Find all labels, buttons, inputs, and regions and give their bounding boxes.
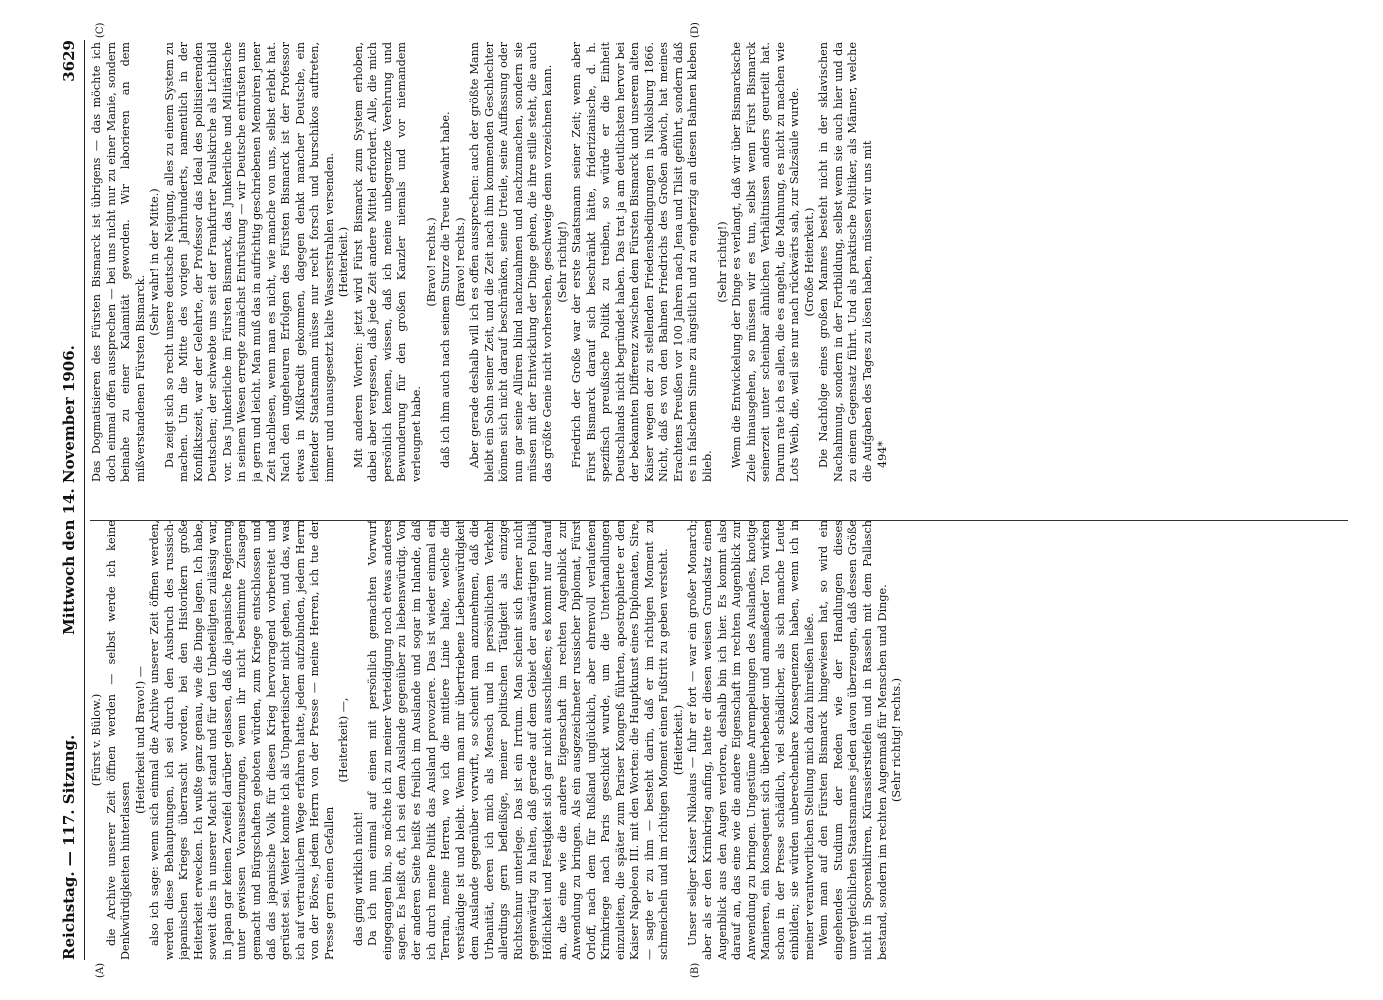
- margin-mark-a: (A): [95, 962, 106, 978]
- paragraph: Da zeigt sich so recht unsere deutsche Neigung, alles zu einem System zu machen. Um die Mitte des vorigen Jahrhunderts, namentlich in der Konfliktszeit, war der Gelehrte, der Professor das Ideal des politisierenden Deutschen; der schwebte uns seit der Frankfurter Paulskirche als Lichtbild vor. Das Junkerliche im Fürsten Bismarck, das Junkerliche und Militärische in seinem Wesen erregte zunächst Entrüstung — wir Deutsche entrüsten uns ja gern und leicht. Man muß das in aufrichtig geschriebenen Memoiren jener Zeit nachlesen, wenn man es nicht, wie manche von uns, selbst erlebt hat. Nach den ungeheuren Erfolgen des Fürsten Bismarck ist der Professor etwas in Mißkredit gekommen, dagegen denkt mancher Deutsche, ein leitender Staatsmann müsse nur recht forsch und burschikos auftreten, immer und unausgesetzt kalte Wasserstrahlen versenden.: [162, 42, 336, 482]
- header-date: Mittwoch den 14. November 1906.: [60, 345, 78, 635]
- paragraph: (Sehr richtig!): [555, 221, 569, 303]
- paragraph: die Archive unserer Zeit öffnen werden — selbst werde ich keine Denkwürdigkeiten hinterlassen: [104, 520, 133, 960]
- margin-mark-c: (C): [95, 22, 106, 38]
- paragraph: Die Nachfolge eines großen Mannes besteht nicht in der sklavischen Nachahmung, sondern in der Fortbildung, selbst wenn sie auch hier und da zu einem Gegensatz führt. Und als praktische Politiker, als Männer, welche die Aufgaben des Tages zu lösen haben, müssen wir uns mit: [817, 42, 874, 482]
- paragraph: 494*: [875, 441, 889, 468]
- header-left: Reichstag. — 117. Sitzung.: [60, 734, 78, 960]
- paragraph: Aber gerade deshalb will ich es offen aussprechen: auch der größte Mann bleibt ein Sohn seiner Zeit, und die Zeit nach ihm kommenden Geschlechter können sich nicht darauf beschränken, seine Urteile, seine Auffassung oder nun gar seine Allüren blind nachzuahmen und nachzumachen, sondern sie müssen mit der Entwicklung der Dinge gehen, die ihre stille steht, die auch das größte Genie nicht vorhersehen, geschweige denn vorzeichnen kann.: [468, 42, 554, 482]
- paragraph: (Sehr wahr! in der Mitte.): [148, 188, 162, 336]
- paragraph: (Große Heiterkeit.): [802, 207, 816, 317]
- header-rule: [84, 40, 85, 960]
- paragraph: Friedrich der Große war der erste Staatsmann seiner Zeit; wenn aber Fürst Bismarck darauf sich beschränkt hätte, friderizianische, d. h. spezifisch preußische Politik zu treiben, so würde er die Einheit Deutschlands nicht begründet haben. Das trat ja am deutlichsten hervor bei der bekannten Differenz zwischen dem Fürsten Bismarck und unserem alten Kaiser wegen der zu stellenden Friedensbedingungen in Nikolsburg 1866. Nicht, daß es von den Bahnen Friedrichs des Großen abwich, hat meines Erachtens Preußen vor 100 Jahren nach Jena und Tilsit geführt, sondern daß es in falschem Sinne zu ängstlich und zu engherzig an diesen Bahnen kleben blieb.: [570, 42, 714, 482]
- column-divider: [90, 520, 1348, 521]
- paragraph: Wenn die Entwickelung der Dinge es verlangt, daß wir über Bismarcksche Ziele hinausgehen, so müssen wir es tun, selbst wenn Fürst Bismarck seinerzeit unter scheinbar ähnlichen Verhältnissen anders geurteilt hat. Darum rate ich es allen, die es angeht, die Mahnung, es nicht zu machen wie Lots Weib, die, weil sie nur nach rückwärts sah, zur Salzsäule wurde.: [730, 42, 802, 482]
- right-column: [90, 42, 1350, 482]
- paragraph: also ich sage: wenn sich einmal die Archive unserer Zeit öffnen werden, werden diese Behauptungen, ich sei durch den Ausbruch des russisch-japanischen Krieges überrascht worden, bei den Historikern große Heiterkeit erwecken. Ich wußte ganz genau, wie die Dinge lagen. Ich habe, soweit dies in unserer Macht stand und für den Unbeteiligten zulässig war, in Japan gar keinen Zweifel darüber gelassen, daß die japanische Regierung unter gewissen Voraussetzungen, wenn ihr nicht bestimmte Zusagen gemacht und Bürgschaften geboten würden, zum Kriege entschlossen und daß das japanische Volk für diesen Krieg hervorragend vorbereitet und gerüstet sei. Weiter konnte ich als Unparteiischer nicht gehen, und das, was ich auf vertraulichem Wege erfahren hatte, jedem aufzubinden, jedem Herrn von der Börse, jedem Herrn von der Presse — meine Herren, ich tue der Presse gern einen Gefallen: [148, 520, 336, 960]
- paragraph: daß ich ihm auch nach seinem Sturze die Treue bewahrt habe.: [439, 111, 453, 468]
- page-number: 3629: [60, 40, 78, 82]
- margin-mark-b: (B): [690, 962, 701, 978]
- paragraph: (Bravo! rechts.): [453, 217, 467, 307]
- paragraph: (Heiterkeit.): [337, 226, 351, 298]
- paragraph: Da ich nun einmal auf einen mit persönlich gemachten Vorwurf eingegangen bin, so möchte ich zu meiner Verteidigung noch etwas anderes sagen. Es heißt oft, ich sei dem Auslande gegenüber zu liebenswürdig. Von der anderen Seite heißt es freilich im Auslande und sogar im Inlande, daß ich durch meine Politik das Ausland provoziere. Das ist wieder einmal ein Terrain, meine Herren, wo ich die mittlere Linie halte, welche die verständige ist und bleibt. Wenn man mir übertriebene Liebenswürdigkeit dem Auslande gegenüber vorwirft, so scheint man anzunehmen, daß die Urbanität, deren ich mich als Mensch und in persönlichem Verkehr allerdings gern befleißige, meiner politischen Tätigkeit als einzige Richtschnur unterlege. Das ist ein Irrtum. Man scheint sich ferner nicht gegenwärtig zu halten, daß gerade auf dem Gebiet der auswärtigen Politik Höflichkeit und Festigkeit sich gar nicht ausschließen; es kommt nur darauf an, die eine wie die andere Eigenschaft im rechten Augenblick zur Anwendung zu bringen. Als ein ausgezeichneter russischer Diplomat, Fürst Orloff, nach dem für Rußland unglücklich, aber ehrenvoll verlaufenen Krimkriege nach Paris geschickt wurde, um die Unterhandlungen einzuleiten, die später zum Pariser Kongreß führten, apostrophierte er den Kaiser Napoleon III. mit den Worten: die Hauptkunst eines Diplomaten, Sire, — sagte er zu ihm — besteht darin, daß er im richtigen Moment zu schmeicheln und im richtigen Moment einen Fußtritt zu geben versteht.: [366, 520, 671, 960]
- paragraph: (Heiterkeit und Bravo!) —: [133, 666, 147, 814]
- paragraph: (Sehr richtig!): [715, 221, 729, 303]
- paragraph: Unser seliger Kaiser Nikolaus — fuhr er fort — war ein großer Monarch; aber als er den Krimkrieg anfing, hatte er diesen weisen Grundsatz einen Augenblick aus den Augen verloren, deshalb bin ich hier. Es kommt also darauf an, das eine wie die andere Eigenschaft im rechten Augenblick zur Anwendung zu bringen. Ungestüme Anrempelungen des Auslandes, knotige Manieren, ein konsequent sich überhebender und anmaßender Ton wirken schon in der Presse schädlich, viel schädlicher, als sich manche Leute einbilden; sie würden unberechenbare Konsequenzen haben, wenn ich in meiner verantwortlichen Stellung mich dazu hinreißen ließe.: [686, 520, 816, 960]
- paragraph: das ging wirklich nicht!: [351, 811, 365, 946]
- margin-mark-d: (D): [690, 22, 701, 38]
- paragraph: Mit anderen Worten: jetzt wird Fürst Bismarck zum System erhoben, dabei aber vergessen, daß jede Zeit andere Mittel erfordert. Alle, die mich persönlich kennen, wissen, daß ich meine unbegrenzte Verehrung und Bewunderung für den großen Kanzler niemals und vor niemandem verleugnet habe.: [351, 42, 424, 482]
- paragraph: (Fürst v. Bülow.): [90, 693, 103, 787]
- left-column: [90, 520, 1350, 960]
- paragraph: (Heiterkeit) —,: [337, 697, 351, 783]
- paragraph: (Bravo! rechts.): [424, 217, 438, 307]
- paragraph: (Sehr richtig! rechts.): [890, 677, 904, 803]
- paragraph: Wenn man auf den Fürsten Bismarck hingewiesen hat, so wird ein eingehendes Studium der Reden wie der Handlungen dieses unvergleichlichen Staatsmannes jeden davon überzeugen, daß dessen Größe nicht in Sporenklirren, Kürassierstiefeln und in Rasseln mit dem Pallasch bestand, sondern im rechten Augenmaß für Menschen und Dinge.: [817, 520, 889, 960]
- paragraph: Das Dogmatisieren des Fürsten Bismarck ist übrigens — das möchte ich doch einmal offen aussprechen — bei uns nicht nur zu einer Manie, sondern beinahe zu einer Kalamität geworden. Wir laborieren an dem mißverstandenen Fürsten Bismarck.: [90, 42, 147, 482]
- page-header: [60, 40, 82, 960]
- paragraph: (Heiterkeit.): [671, 704, 685, 776]
